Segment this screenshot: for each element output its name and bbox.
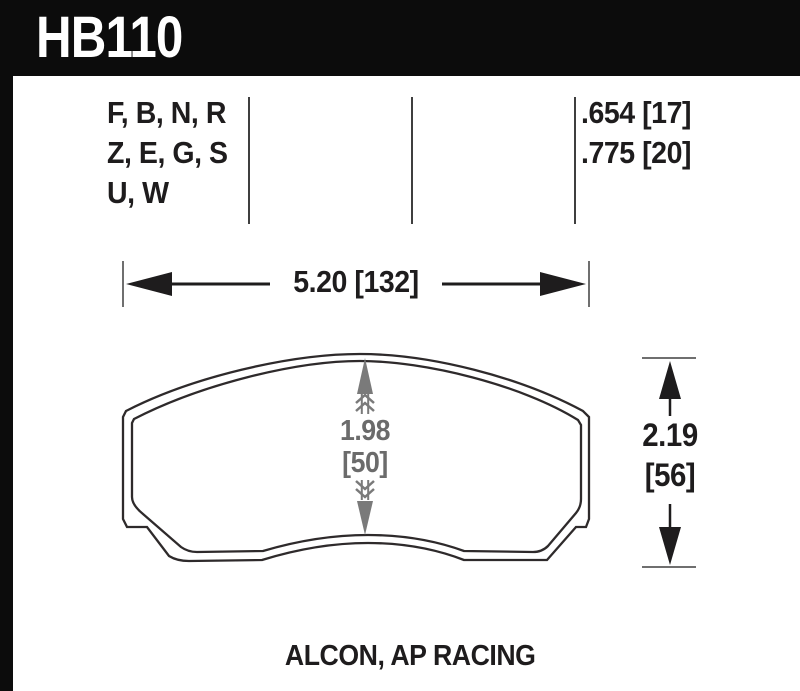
overall-height-inches-label: 2.19 [642,417,698,453]
column-divider [574,97,576,224]
width-dim-arrowhead-left-icon [126,272,172,296]
width-dim-arrowhead-right-icon [540,272,586,296]
overall-height-mm-label: [56] [644,457,696,493]
left-edge-bar [0,0,13,691]
height-dim-arrowhead-down-icon [659,527,681,565]
compound-codes-line: Z, E, G, S [107,135,228,170]
thickness-line: .775 [20] [581,135,692,170]
column-divider [248,97,250,224]
width-dimension-label: 5.20 [132] [293,264,419,299]
part-number: HB110 [36,5,183,70]
inner-height-inches-label: 1.98 [339,415,391,447]
compound-codes-line: U, W [107,175,169,210]
inner-dim-chevron-icon [356,489,374,497]
height-dim-arrowhead-up-icon [659,361,681,399]
inner-dim-arrowhead-up-icon [357,358,373,394]
compound-codes-line: F, B, N, R [107,95,226,130]
inner-dim-chevron-icon [356,403,374,411]
inner-dim-chevron-icon [356,481,374,489]
compound-codes [107,93,238,213]
inner-height-mm-label: [50] [342,447,388,479]
applications-caption [13,640,800,673]
applications-caption-text: ALCON, AP RACING [284,640,536,672]
pad-thickness-values [581,93,701,173]
column-divider [411,97,413,224]
thickness-line: .654 [17] [581,95,692,130]
inner-dim-arrowhead-down-icon [357,501,373,535]
inner-dim-chevron-icon [356,395,374,403]
